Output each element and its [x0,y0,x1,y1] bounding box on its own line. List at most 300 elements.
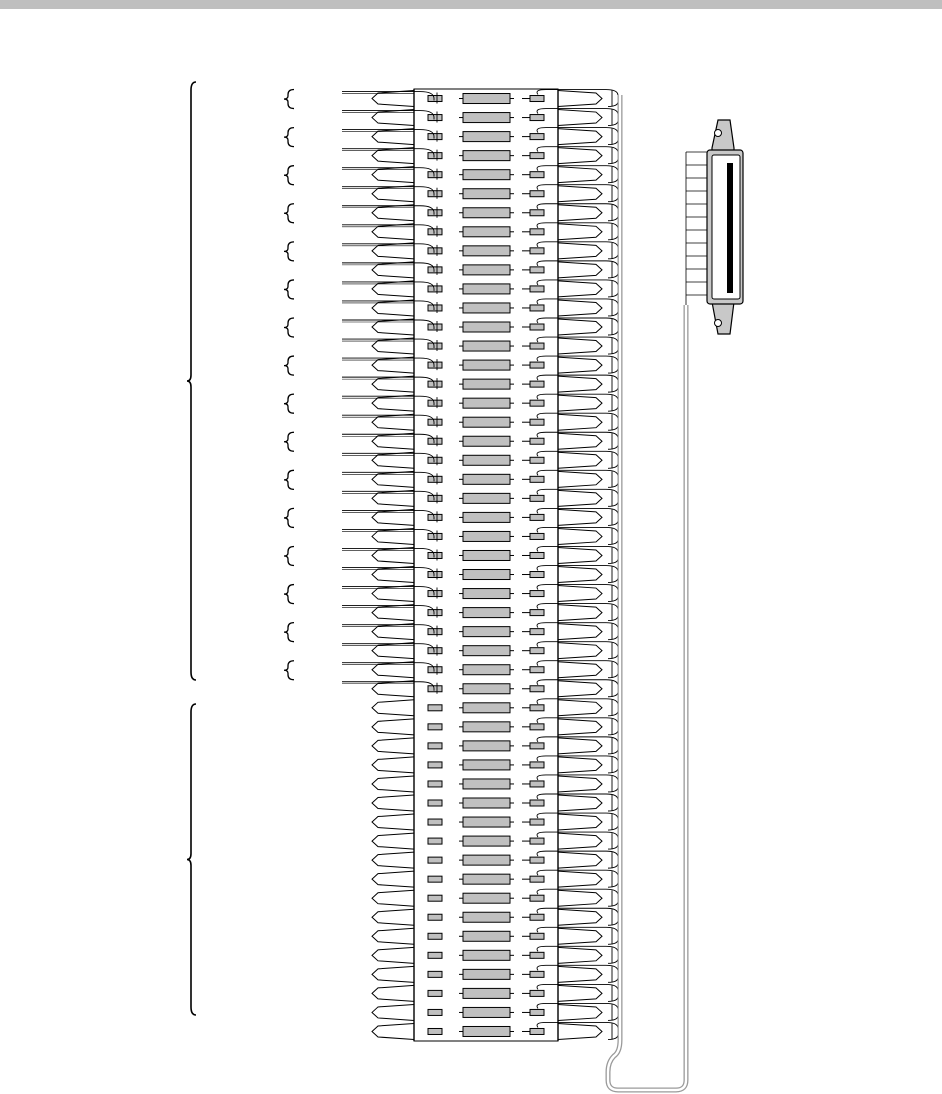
right-clip [530,96,544,102]
right-clip [530,1009,544,1015]
left-fanning-strip [372,985,414,1001]
right-clip [530,419,544,425]
left-wire [342,244,434,253]
left-fanning-strip [372,471,414,487]
left-wire [342,225,434,234]
right-clip [530,819,544,825]
left-wire [342,472,434,481]
right-fanning-strip [558,243,602,259]
bridging-clip-icon [463,208,510,218]
left-wire [342,491,434,500]
left-wire [342,206,434,215]
left-clip [428,705,442,711]
right-fanning-strip [558,205,602,221]
left-clip [428,952,442,958]
left-clip [428,591,442,597]
block-row [372,775,618,792]
right-clip [530,533,544,539]
bridging-clip-icon [463,893,510,903]
left-fanning-strip [372,643,414,659]
left-clip [428,648,442,654]
left-clip [428,667,442,673]
left-fanning-strip [372,357,414,373]
bridging-clip-icon [463,570,510,580]
left-clip [428,1028,442,1034]
block-row [372,1003,618,1020]
left-clip [428,610,442,616]
block-row [372,832,618,849]
right-clip [530,914,544,920]
right-fanning-strip [558,757,602,773]
block-row [342,489,618,506]
left-clip [428,838,442,844]
left-clip [428,191,442,197]
left-clip [428,552,442,558]
left-fanning-strip [372,129,414,145]
block-row [342,527,618,544]
right-clip [530,629,544,635]
left-wire [342,682,434,691]
left-fanning-strip [372,567,414,583]
right-fanning-strip [558,776,602,792]
left-clip [428,933,442,939]
right-fanning-strip [558,909,602,925]
left-fanning-strip [372,414,414,430]
block-row [342,261,618,278]
right-fanning-strip [558,833,602,849]
bridging-clip-icon [463,912,510,922]
block-row [342,413,618,430]
right-clip [530,743,544,749]
pair-brace [284,166,294,185]
right-fanning-strip [558,567,602,583]
left-clip [428,781,442,787]
right-clip [530,800,544,806]
right-clip [530,305,544,311]
bridging-clip-icon [463,189,510,199]
left-wire [342,396,434,405]
right-fanning-strip [558,700,602,716]
left-wire [342,301,434,310]
right-fanning-strip [558,890,602,906]
block-row [342,147,618,164]
right-fanning-strip [558,814,602,830]
right-clip [530,191,544,197]
block-row [372,908,618,925]
pair-braces [284,90,294,680]
right-fanning-strip [558,471,602,487]
pair-brace [284,356,294,375]
group-braces [187,82,196,1015]
left-fanning-strip [372,928,414,944]
right-clip [530,286,544,292]
right-fanning-strip [558,643,602,659]
right-clip [530,876,544,882]
bridging-clip-icon [463,627,510,637]
left-fanning-strip [372,528,414,544]
left-clip [428,305,442,311]
bridging-clip-icon [463,779,510,789]
left-fanning-strip [372,205,414,221]
left-wire [342,453,434,462]
right-clip [530,857,544,863]
left-fanning-strip [372,167,414,183]
right-fanning-strip [558,357,602,373]
left-fanning-strip [372,966,414,982]
right-fanning-strip [558,319,602,335]
bridging-clip-icon [463,455,510,465]
right-fanning-strip [558,681,602,697]
right-clip [530,324,544,330]
bridging-clip-icon [463,474,510,484]
left-fanning-strip [372,681,414,697]
left-clip [428,400,442,406]
right-clip [530,210,544,216]
bridging-clip-icon [463,379,510,389]
right-fanning-strip [558,376,602,392]
left-fanning-strip [372,871,414,887]
right-clip [530,971,544,977]
block-row [342,546,618,563]
bridging-clip-icon [463,684,510,694]
right-fanning-strip [558,719,602,735]
bridging-clip-icon [463,1026,510,1036]
left-fanning-strip [372,395,414,411]
left-wire [342,510,434,519]
block-row [372,794,618,811]
left-fanning-strip [372,186,414,202]
left-wire [342,92,434,101]
block-row [372,718,618,735]
right-clip [530,381,544,387]
left-clip [428,514,442,520]
pair-brace [284,661,294,680]
right-clip [530,648,544,654]
right-clip [530,400,544,406]
left-fanning-strip [372,662,414,678]
right-clip [530,514,544,520]
pair-brace [284,280,294,299]
right-fanning-strip [558,547,602,563]
bridging-clip-icon [463,493,510,503]
block-row [342,337,618,354]
bridging-clip-icon [463,950,510,960]
right-clip [530,134,544,140]
left-wire [342,663,434,672]
left-wire [342,625,434,634]
left-clip [428,419,442,425]
left-clip [428,476,442,482]
pair-brace [284,508,294,527]
block-row [342,642,618,659]
block-row [342,585,618,602]
right-fanning-strip [558,738,602,754]
right-fanning-strip [558,224,602,240]
right-fanning-strip [558,433,602,449]
left-wire [342,320,434,329]
left-wire [342,606,434,615]
pair-brace [284,585,294,604]
block-row [342,318,618,335]
bridging-clip-icon [463,170,510,180]
block-row [372,1022,618,1039]
left-clip [428,362,442,368]
left-wire [342,644,434,653]
left-clip [428,267,442,273]
left-clip [428,343,442,349]
left-fanning-strip [372,947,414,963]
right-fanning-strip [558,586,602,602]
right-fanning-strip [558,452,602,468]
left-clip [428,724,442,730]
left-fanning-strip [372,814,414,830]
left-fanning-strip [372,433,414,449]
left-wire [342,168,434,177]
connector-face [712,155,740,299]
bridging-clip-icon [463,722,510,732]
left-wire [342,529,434,538]
right-fanning-strip [558,186,602,202]
bridging-clip-icon [463,94,510,104]
bridging-clip-icon [463,589,510,599]
block-row [342,242,618,259]
block-row [372,946,618,963]
left-clip [428,572,442,578]
bridging-clip-icon [463,341,510,351]
left-clip [428,971,442,977]
right-fanning-strip [558,490,602,506]
left-fanning-strip [372,1023,414,1039]
right-fanning-strip [558,1023,602,1039]
left-clip [428,229,442,235]
right-fanning-strip [558,947,602,963]
block-row [372,737,618,754]
right-fanning-strip [558,148,602,164]
left-wire [342,149,434,158]
bridging-clip-icon [463,113,510,123]
right-fanning-strip [558,985,602,1001]
right-fanning-strip [558,795,602,811]
block-row [342,223,618,240]
bridging-clip-icon [463,246,510,256]
left-fanning-strip [372,890,414,906]
right-clip [530,362,544,368]
connector-slot [727,163,733,293]
right-clip [530,838,544,844]
left-fanning-strip [372,852,414,868]
bridging-clip-icon [463,855,510,865]
block-row [342,566,618,583]
bridging-clip-icon [463,798,510,808]
right-fanning-strip [558,129,602,145]
right-clip [530,229,544,235]
left-clip [428,286,442,292]
left-fanning-strip [372,1004,414,1020]
right-clip [530,115,544,121]
right-clip [530,1028,544,1034]
right-fanning-strip [558,281,602,297]
block-row [372,965,618,982]
left-clip [428,686,442,692]
block-row [342,204,618,221]
bridging-clip-icon [463,1007,510,1017]
pair-brace [284,204,294,223]
block-row [342,432,618,449]
left-clip [428,457,442,463]
pair-brace [284,432,294,451]
left-fanning-strip [372,319,414,335]
left-clip [428,990,442,996]
right-clip [530,476,544,482]
left-fanning-strip [372,490,414,506]
right-clip [530,762,544,768]
group-brace-cabled [187,82,196,680]
block-row [342,166,618,183]
right-fanning-strip [558,662,602,678]
right-fanning-strip [558,871,602,887]
left-clip [428,324,442,330]
right-fanning-strip [558,167,602,183]
right-clip [530,667,544,673]
pair-brace [284,90,294,109]
left-fanning-strip [372,509,414,525]
left-clip [428,629,442,635]
bridging-clip-icon [463,760,510,770]
block-row [342,109,618,126]
right-fanning-strip [558,928,602,944]
right-fanning-strip [558,1004,602,1020]
bridging-clip-icon [463,874,510,884]
right-clip [530,267,544,273]
left-wire [342,434,434,443]
block-row [372,889,618,906]
block-row [372,699,618,716]
left-fanning-strip [372,243,414,259]
bridging-clip-icon [463,741,510,751]
bridging-clip-icon [463,817,510,827]
right-clip [530,933,544,939]
right-clip [530,172,544,178]
left-clip [428,895,442,901]
left-fanning-strip [372,738,414,754]
harness-cable [608,95,712,1090]
block-row [342,451,618,468]
left-clip [428,210,442,216]
block-row [342,280,618,297]
block-row [342,128,618,145]
left-clip [428,533,442,539]
right-clip [530,343,544,349]
block-row [342,661,618,678]
bridging-clip-icon [463,969,510,979]
left-clip [428,762,442,768]
left-clip [428,1009,442,1015]
left-clip [428,134,442,140]
left-wire [342,548,434,557]
block-row [372,851,618,868]
left-wire [342,187,434,196]
left-fanning-strip [372,262,414,278]
left-wire [342,263,434,272]
bridging-clip-icon [463,227,510,237]
block-row [342,508,618,525]
block-row [342,356,618,373]
left-wire [342,130,434,139]
right-clip [530,572,544,578]
left-clip [428,800,442,806]
left-wire [342,111,434,120]
bridging-clip-icon [463,132,510,142]
bridging-clip-icon [463,608,510,618]
right-fanning-strip [558,528,602,544]
left-clip [428,743,442,749]
right-fanning-strip [558,509,602,525]
right-clip [530,952,544,958]
left-clip [428,495,442,501]
left-fanning-strip [372,833,414,849]
right-clip [530,591,544,597]
left-clip [428,248,442,254]
connector-screw-hole [715,320,722,327]
bridging-clip-icon [463,703,510,713]
pair-brace [284,242,294,261]
pair-brace [284,623,294,642]
left-wire [342,568,434,577]
left-fanning-strip [372,376,414,392]
right-clip [530,686,544,692]
right-clip [530,457,544,463]
left-clip [428,172,442,178]
bridging-clip-icon [463,303,510,313]
right-clip [530,895,544,901]
pair-brace [284,394,294,413]
left-fanning-strip [372,224,414,240]
right-fanning-strip [558,300,602,316]
right-fanning-strip [558,110,602,126]
left-fanning-strip [372,300,414,316]
left-wire [342,339,434,348]
block-row [342,394,618,411]
pair-brace [284,318,294,337]
block-row [372,813,618,830]
bridging-clip-icon [463,665,510,675]
right-fanning-strip [558,605,602,621]
left-fanning-strip [372,281,414,297]
group-brace-spare [187,704,196,1015]
block-row [342,185,618,202]
left-fanning-strip [372,909,414,925]
left-fanning-strip [372,776,414,792]
left-clip [428,876,442,882]
left-clip [428,115,442,121]
bridging-clip-icon [463,360,510,370]
pair-brace [284,546,294,565]
right-fanning-strip [558,852,602,868]
left-clip [428,153,442,159]
bridging-clip-icon [463,284,510,294]
right-fanning-strip [558,338,602,354]
left-fanning-strip [372,605,414,621]
left-fanning-strip [372,757,414,773]
connector-screw-hole [715,130,722,137]
left-fanning-strip [372,795,414,811]
bridging-clip-icon [463,151,510,161]
block-row [342,680,618,697]
block-row [372,756,618,773]
left-wire [342,377,434,386]
bridging-clip-icon [463,436,510,446]
bridging-clip-icon [463,646,510,656]
